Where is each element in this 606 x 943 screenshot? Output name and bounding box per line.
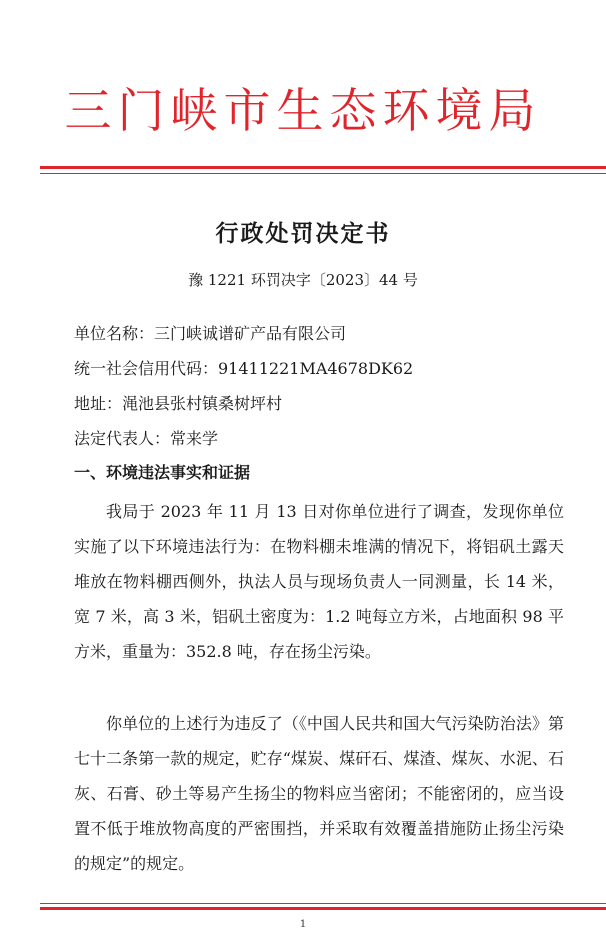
agency-header: 三门峡市生态环境局: [64, 84, 542, 139]
header-rule-thin: [40, 173, 606, 174]
document-number: 豫 1221 环罚决字〔2023〕44 号: [188, 271, 418, 289]
party-address: 地址：渑池县张村镇桑树坪村: [74, 394, 283, 413]
header-rule-thick: [40, 166, 606, 169]
party-legal-rep: 法定代表人：常来学: [74, 429, 219, 448]
page-number: 1: [299, 919, 307, 930]
footer-rule-thin: [40, 903, 606, 904]
document-title: 行政处罚决定书: [215, 220, 391, 247]
party-credit-code: 统一社会信用代码：91411221MA4678DK62: [74, 359, 414, 378]
section-heading: 一、环境违法事实和证据: [74, 463, 251, 482]
party-name: 单位名称：三门峡诚谱矿产品有限公司: [74, 324, 347, 343]
paragraph-violation: 你单位的上述行为违反了（《中国人民共和国大气污染防治法》第七十二条第一款的规定，贮存“煤炭、煤矸石、煤渣、煤灰、水泥、石灰、石膏、砂土等易产生扬尘的物料应当密闭；不能密闭的，应当设置不低于堆放物高度的严密围挡，并采取有效覆盖措施防止扬尘污染的规定”的规定。: [74, 714, 564, 873]
footer-rule-thick: [40, 907, 606, 910]
paragraph-facts: 我局于 2023 年 11 月 13 日对你单位进行了调查，发现你单位实施了以下环境违法行为：在物料棚未堆满的情况下，将铝矾土露天堆放在物料棚西侧外，执法人员与现场负责人一同测量，长 14 米，宽 7 米，高 3 米，铝矾土密度为：1.2 吨每立方米，占地面积 98 平方米，重量为：352.8 吨，存在扬尘污染。: [74, 502, 564, 661]
